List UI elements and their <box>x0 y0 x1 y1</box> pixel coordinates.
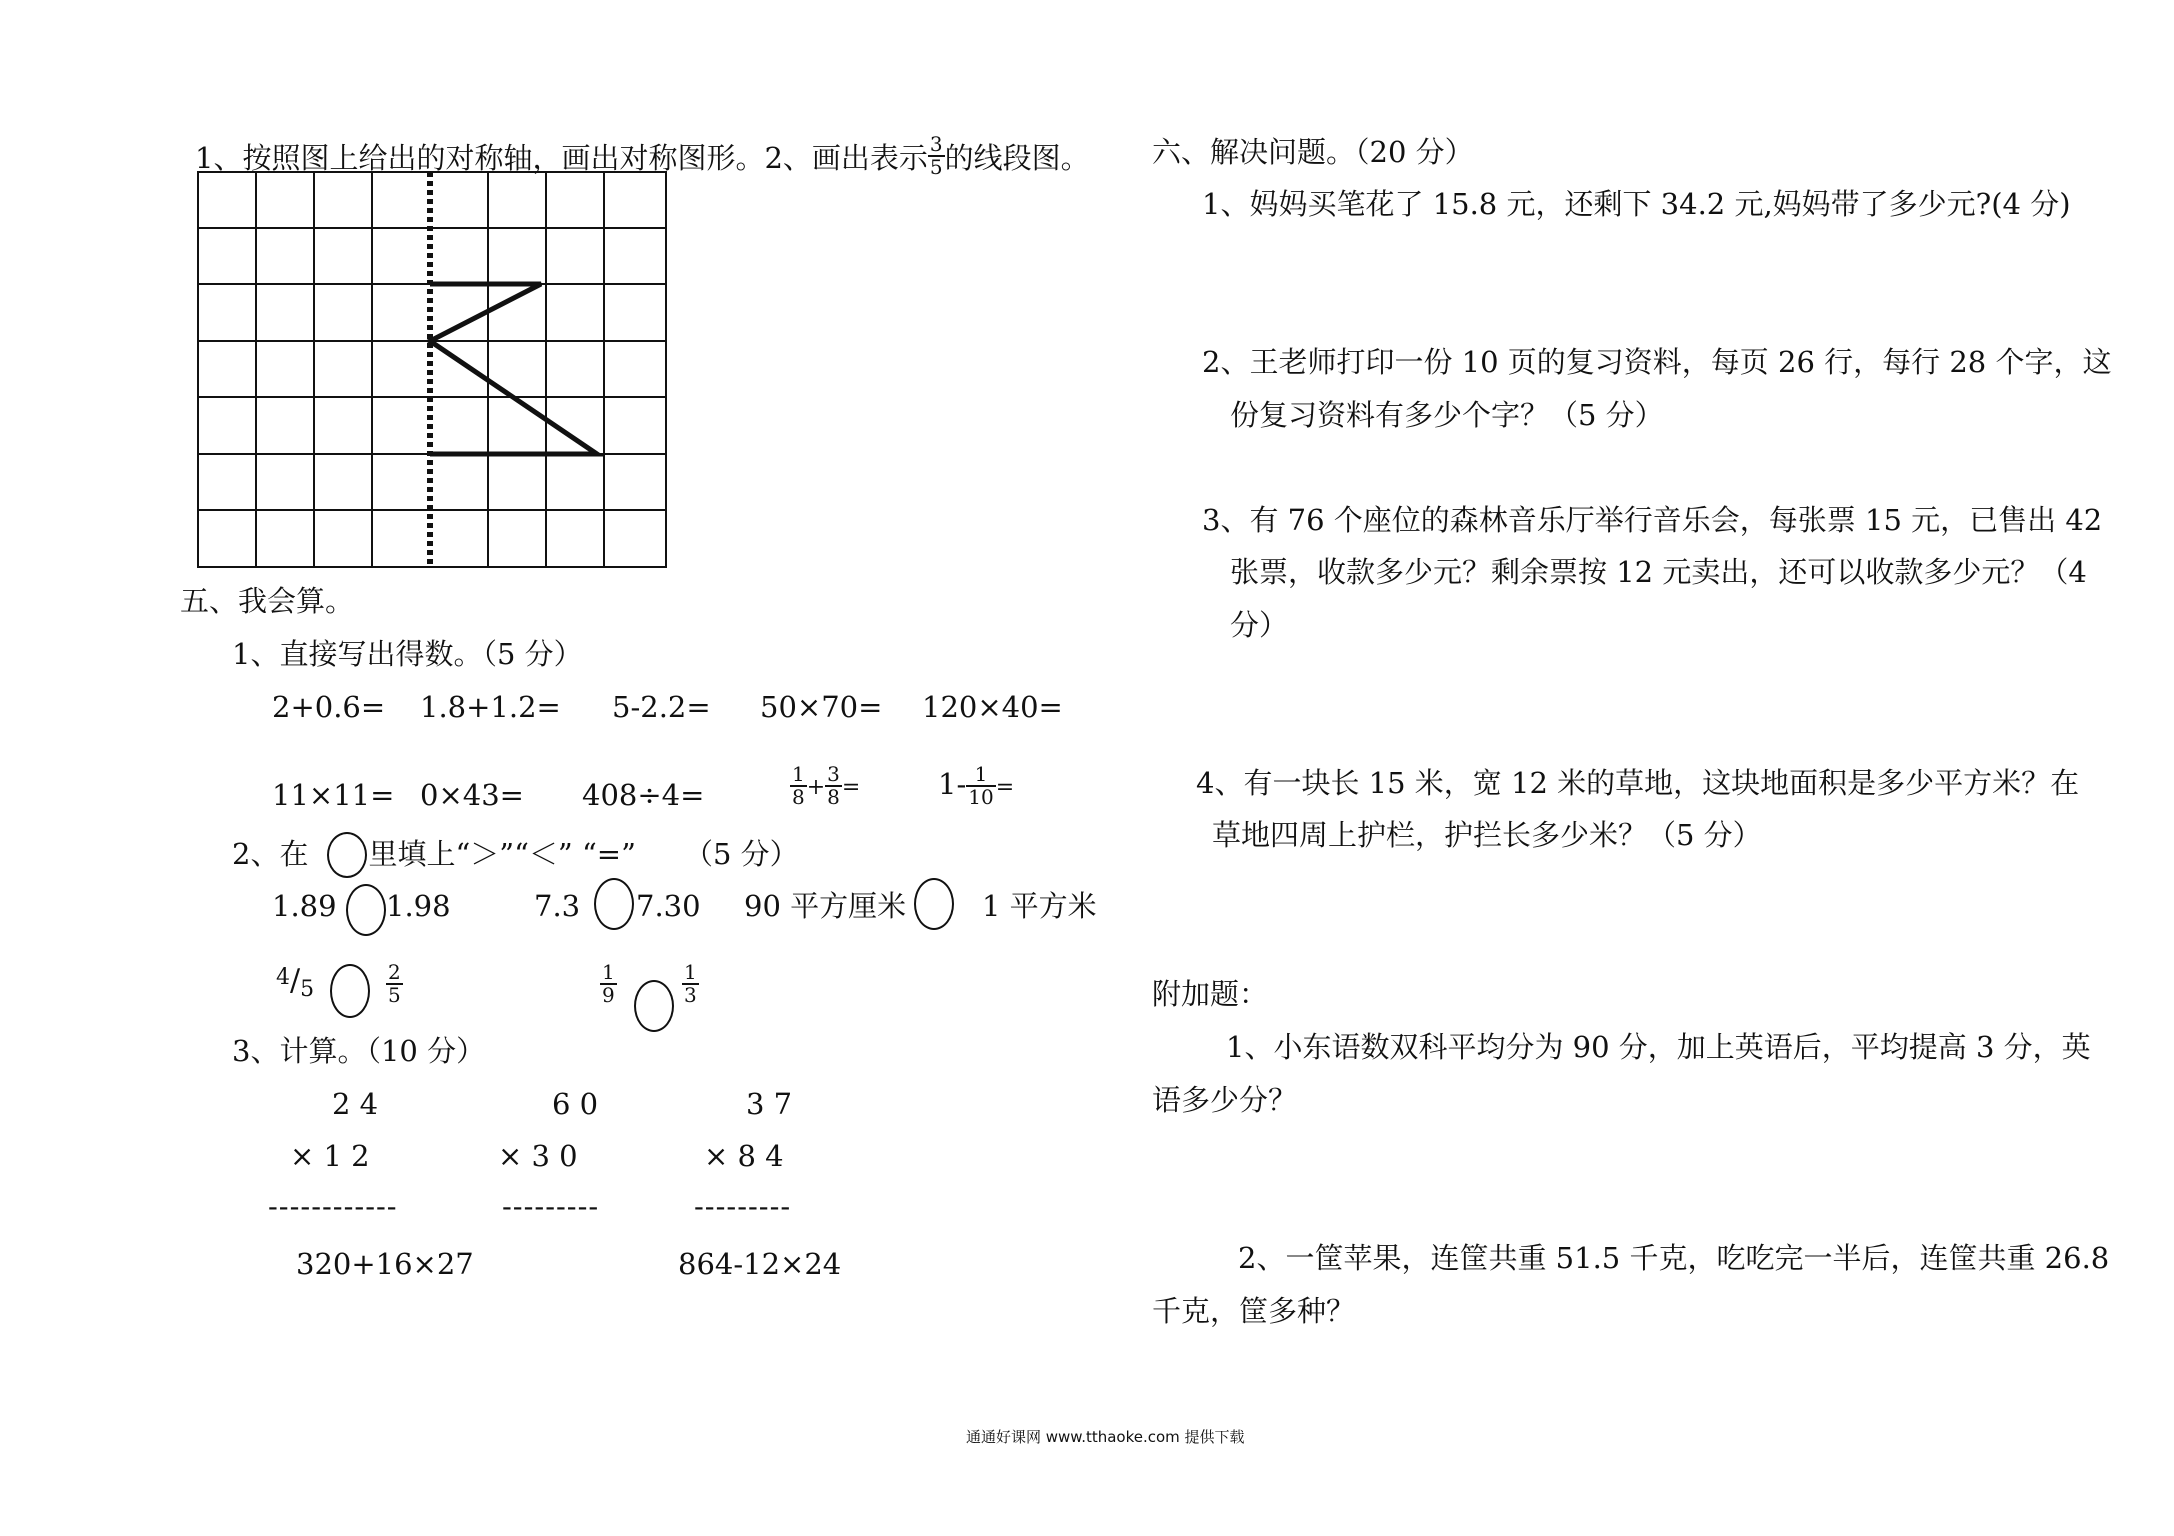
sub3-title: 3、计算。（10 分） <box>232 1034 486 1068</box>
given-shape <box>430 284 597 454</box>
mixed-calc: 864-12×24 <box>678 1247 842 1281</box>
compare-right: 7.30 <box>636 889 701 923</box>
compare-right: 1 平方米 <box>982 889 1097 923</box>
problem-1: 1、妈妈买笔花了 15.8 元，还剩下 34.2 元,妈妈带了多少元?(4 分) <box>1202 187 2071 221</box>
mult-bottom: × 8 4 <box>704 1139 784 1173</box>
blank-circle[interactable] <box>346 884 386 936</box>
direct-item: 120×40= <box>922 690 1063 724</box>
compare-left: 7.3 <box>534 889 581 923</box>
direct-item: 1.8+1.2= <box>420 690 561 724</box>
mult-top: 2 4 <box>332 1087 379 1121</box>
direct-item: 0×43= <box>420 778 524 812</box>
footer-source: 通通好课网 www.tthaoke.com 提供下载 <box>966 1428 1245 1446</box>
direct-fraction-expr: 1- $\frac{1}{10}$ = <box>938 762 1015 809</box>
compare-left: 90 平方厘米 <box>744 889 907 923</box>
compare-fraction-left: $^4/_5$ <box>276 963 315 1002</box>
compare-fraction-right: $\frac{1}{3}$ <box>684 960 697 1007</box>
mult-line: --------- <box>502 1189 600 1223</box>
direct-item: 11×11= <box>272 778 395 812</box>
blank-circle[interactable] <box>634 980 674 1032</box>
blank-circle[interactable] <box>327 832 367 878</box>
q1-label: 1、按照图上给出的对称轴，画出对称图形。2、画出表示 $\frac{3}{5}$ 的线段图。 <box>195 132 1090 179</box>
bonus-2-line1: 2、一筐苹果，连筐共重 51.5 千克，吃吃完一半后，连筐共重 26.8 <box>1238 1241 2110 1275</box>
compare-right: 1.98 <box>386 889 451 923</box>
compare-left: 1.89 <box>272 889 337 923</box>
bonus-1-line1: 1、小东语数双科平均分为 90 分，加上英语后，平均提高 3 分，英 <box>1226 1030 2091 1064</box>
section5-title: 五、我会算。 <box>180 584 355 618</box>
mult-bottom: × 1 2 <box>290 1139 370 1173</box>
direct-item: 5-2.2= <box>612 690 711 724</box>
section6-title: 六、解决问题。（20 分） <box>1152 135 1474 169</box>
blank-circle[interactable] <box>330 964 370 1018</box>
direct-item: 408÷4= <box>582 778 705 812</box>
problem-3-line2: 张票，收款多少元？剩余票按 12 元卖出，还可以收款多少元？（4 <box>1230 555 2087 589</box>
compare-fraction-left: $\frac{1}{9}$ <box>602 960 615 1007</box>
direct-item: 2+0.6= <box>272 690 386 724</box>
problem-3-line1: 3、有 76 个座位的森林音乐厅举行音乐会，每张票 15 元，已售出 42 <box>1202 503 2103 537</box>
blank-circle[interactable] <box>594 878 634 930</box>
compare-fraction-right: $\frac{2}{5}$ <box>388 960 401 1007</box>
problem-2-line2: 份复习资料有多少个字？（5 分） <box>1230 398 1664 432</box>
mult-bottom: × 3 0 <box>498 1139 578 1173</box>
mixed-calc: 320+16×27 <box>296 1247 474 1281</box>
bonus-2-line2: 千克，筐多种？ <box>1152 1294 1356 1328</box>
direct-item: 50×70= <box>760 690 883 724</box>
problem-4-line2: 草地四周上护栏，护拦长多少米？（5 分） <box>1212 818 1762 852</box>
mult-line: ------------ <box>268 1189 398 1223</box>
problem-3-line3: 分） <box>1230 608 1289 642</box>
bonus-title: 附加题： <box>1152 977 1269 1011</box>
blank-circle[interactable] <box>914 878 954 930</box>
mult-top: 3 7 <box>746 1087 793 1121</box>
symmetry-grid <box>196 170 676 570</box>
bonus-1-line2: 语多少分？ <box>1152 1083 1298 1117</box>
mult-line: --------- <box>694 1189 792 1223</box>
direct-fraction-expr: $\frac{1}{8}$ + $\frac{3}{8}$ = <box>792 762 861 809</box>
sub1-title: 1、直接写出得数。（5 分） <box>232 637 583 671</box>
q2-fraction: $\frac{3}{5}$ <box>929 132 943 179</box>
sub2-title: 2、在 里填上“＞”“＜” “=” （5 分） <box>232 837 799 871</box>
problem-2-line1: 2、王老师打印一份 10 页的复习资料，每页 26 行，每行 28 个字，这 <box>1202 345 2112 379</box>
mult-top: 6 0 <box>552 1087 599 1121</box>
problem-4-line1: 4、有一块长 15 米，宽 12 米的草地，这块地面积是多少平方米？在 <box>1196 766 2080 800</box>
